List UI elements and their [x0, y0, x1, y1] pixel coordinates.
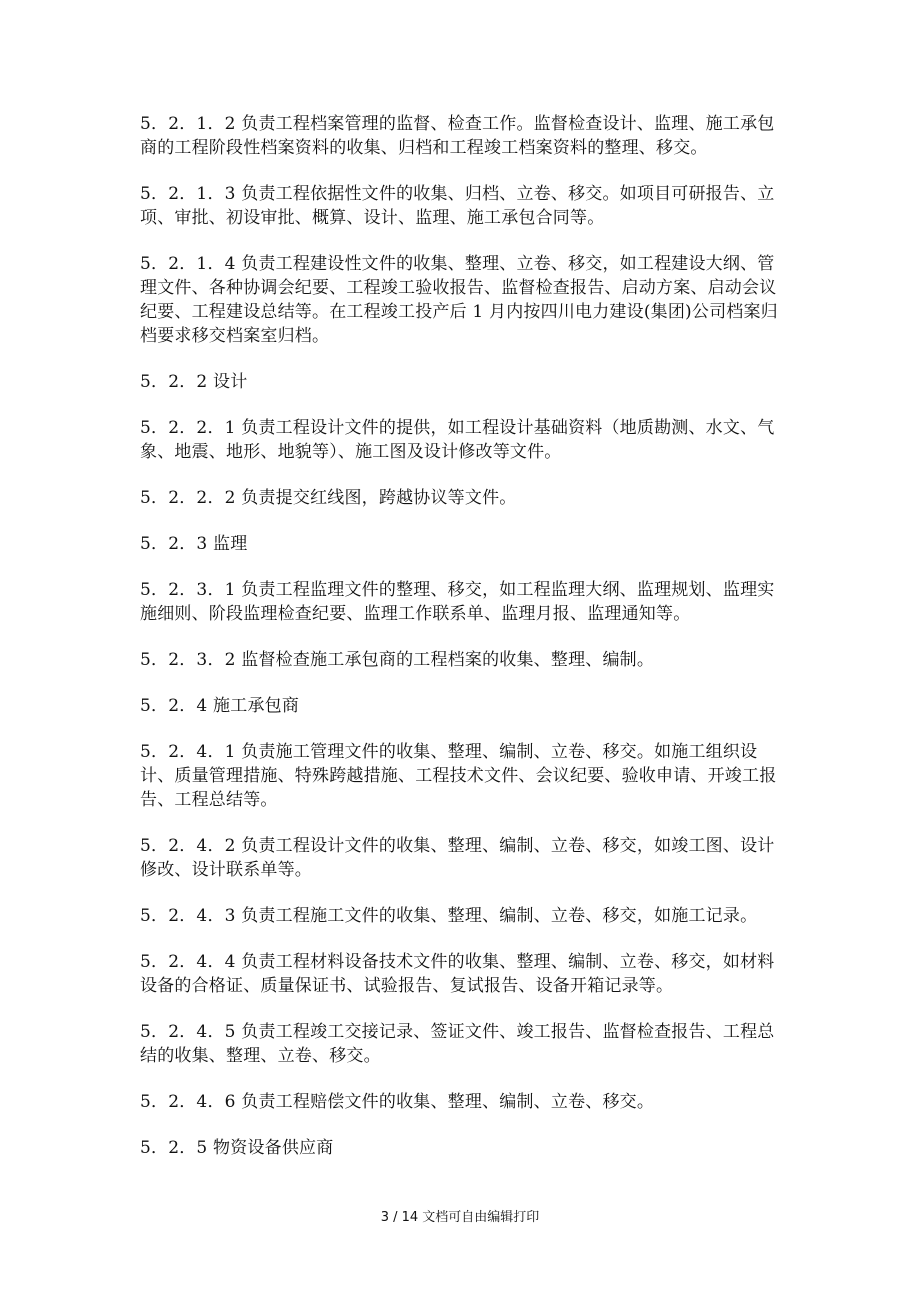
paragraph-5-2-4-3: 5．2．4．3 负责工程施工文件的收集、整理、编制、立卷、移交，如施工记录。 [140, 906, 758, 926]
paragraph-5-2-4-4: 5．2．4．4 负责工程材料设备技术文件的收集、整理、编制、立卷、移交，如材料设备的合格证、质量保证书、试验报告、复试报告、设备开箱记录等。 [140, 952, 775, 996]
paragraph-5-2-3-1: 5．2．3．1 负责工程监理文件的整理、移交，如工程监理大纲、监理规划、监理实施细则、阶段监理检查纪要、监理工作联系单、监理月报、监理通知等。 [140, 580, 775, 624]
paragraph-5-2-4-6: 5．2．4．6 负责工程赔偿文件的收集、整理、编制、立卷、移交。 [140, 1092, 655, 1112]
paragraph-5-2-1-4: 5．2．1．4 负责工程建设性文件的收集、整理、立卷、移交，如工程建设大纲、管理文件、各种协调会纪要、工程竣工验收报告、监督检查报告、启动方案、启动会议纪要、工程建设总结等。在工程竣工投产后 1 月内按四川电力建设(集团)公司档案归档要求移交档案室归档。 [140, 254, 778, 346]
heading-5-2-2-design: 5．2．2 设计 [140, 372, 248, 392]
page-footer: 3 / 14 文档可自由编辑打印 [380, 1210, 540, 1225]
paragraph-5-2-2-2: 5．2．2．2 负责提交红线图，跨越协议等文件。 [140, 488, 517, 508]
paragraph-5-2-3-2: 5．2．3．2 监督检查施工承包商的工程档案的收集、整理、编制。 [140, 650, 655, 670]
paragraph-5-2-1-2: 5．2．1．2 负责工程档案管理的监督、检查工作。监督检查设计、监理、施工承包商的工程阶段性档案资料的收集、归档和工程竣工档案资料的整理、移交。 [140, 114, 775, 158]
heading-5-2-3-supervision: 5．2．3 监理 [140, 534, 248, 554]
paragraph-5-2-4-1: 5．2．4．1 负责施工管理文件的收集、整理、编制、立卷、移交。如施工组织设计、质量管理措施、特殊跨越措施、工程技术文件、会议纪要、验收申请、开竣工报告、工程总结等。 [140, 742, 777, 810]
document-body [140, 112, 790, 1182]
heading-5-2-5-supplier: 5．2．5 物资设备供应商 [140, 1138, 334, 1158]
heading-5-2-4-contractor: 5．2．4 施工承包商 [140, 696, 300, 716]
paragraph-5-2-1-3: 5．2．1．3 负责工程依据性文件的收集、归档、立卷、移交。如项目可研报告、立项、审批、初设审批、概算、设计、监理、施工承包合同等。 [140, 184, 775, 228]
paragraph-5-2-4-2: 5．2．4．2 负责工程设计文件的收集、整理、编制、立卷、移交，如竣工图、设计修改、设计联系单等。 [140, 836, 775, 880]
paragraph-5-2-4-5: 5．2．4．5 负责工程竣工交接记录、签证文件、竣工报告、监督检查报告、工程总结的收集、整理、立卷、移交。 [140, 1022, 775, 1066]
paragraph-5-2-2-1: 5．2．2．1 负责工程设计文件的提供，如工程设计基础资料（地质勘测、水文、气象、地震、地形、地貌等）、施工图及设计修改等文件。 [140, 418, 775, 462]
